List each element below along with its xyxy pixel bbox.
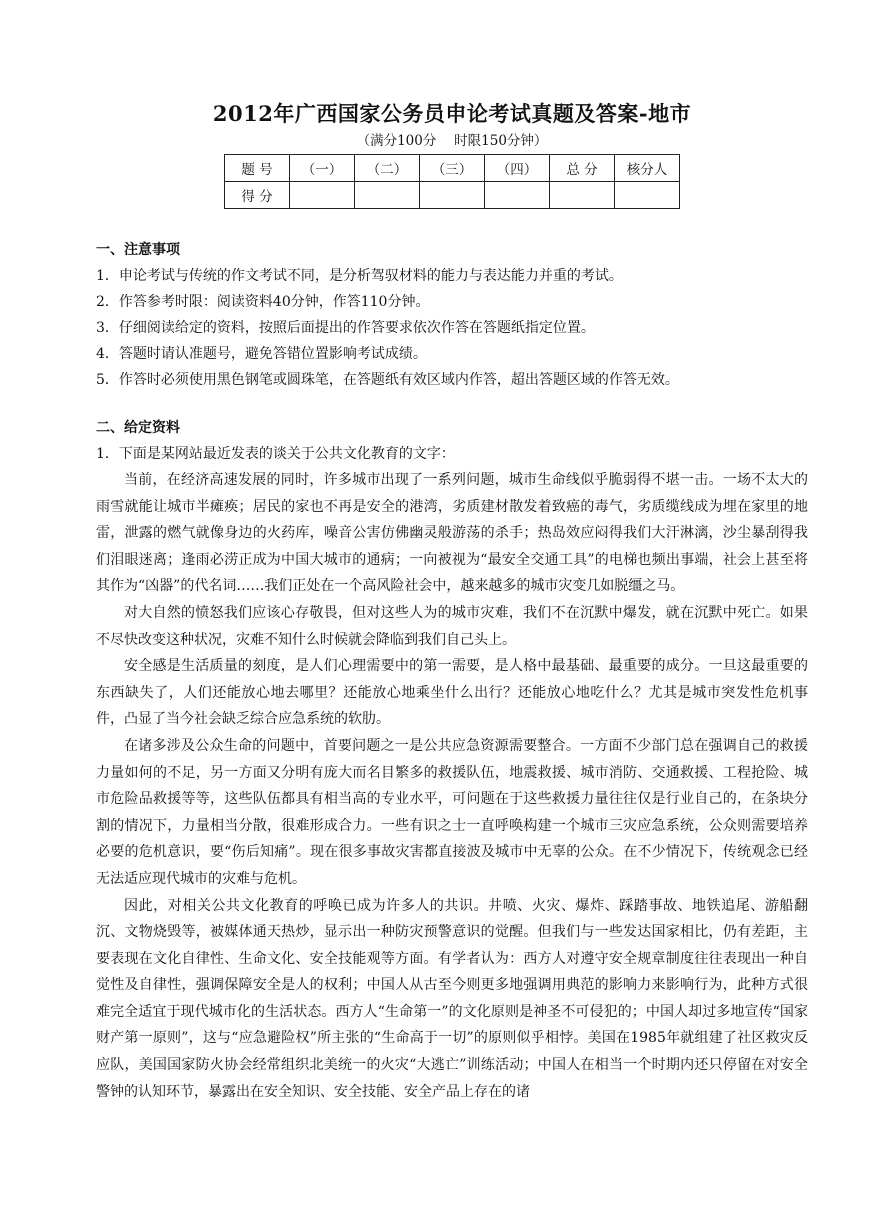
score-table-score-row <box>225 182 680 209</box>
material-paragraph: 因此，对相关公共文化教育的呼唤已成为许多人的共识。井喷、火灾、爆炸、踩踏事故、地铁追尾、游船翻沉、文物烧毁等，被媒体通天热炒，显示出一种防灾预警意识的觉醒。但我们与一些发达国家相比，仍有差距，主要表现在文化自律性、生命文化、安全技能观等方面。有学者认为：西方人对遵守安全规章制度往往表现出一种自觉性及自律性，强调保障安全是人的权利；中国人从古至今则更多地强调用典范的影响力来影响行为，此种方式很难完全适宜于现代城市化的生活状态。西方人“生命第一”的文化原则是神圣不可侵犯的；中国人却过多地宣传“国家财产第一原则”，这与“应急避险权”所主张的“生命高于一切”的原则似乎相悖。美国在1985年就组建了社区救灾反应队，美国国家防火协会经常组织北美统一的火灾“大逃亡”训练活动；中国人在相当一个时期内还只停留在对安全警钟的认知环节，暴露出在安全知识、安全技能、安全产品上存在的诸 <box>96 897 808 1100</box>
score-cell: （二） <box>355 155 420 182</box>
score-cell: （三） <box>420 155 485 182</box>
note-item: 1．申论考试与传统的作文考试不同，是分析驾驭材料的能力与表达能力并重的考试。 <box>96 268 623 284</box>
score-cell <box>550 182 615 209</box>
score-cell: 总 分 <box>550 155 615 182</box>
score-cell: （四） <box>485 155 550 182</box>
note-item: 3．仔细阅读给定的资料，按照后面提出的作答要求依次作答在答题纸指定位置。 <box>96 320 595 336</box>
exam-subtitle: （满分100分 时限150分钟） <box>356 133 548 149</box>
score-cell: 核分人 <box>615 155 680 182</box>
notes-heading: 一、注意事项 <box>96 242 180 258</box>
material-paragraph: 对大自然的愤怒我们应该心存敬畏，但对这些人为的城市灾难，我们不在沉默中爆发，就在沉默中死亡。如果不尽快改变这种状况，灾难不知什么时候就会降临到我们自己头上。 <box>96 604 808 648</box>
material-paragraph: 在诸多涉及公众生命的问题中，首要问题之一是公共应急资源需要整合。一方面不少部门总在强调自己的救援力量如何的不足，另一方面又分明有庞大而名目繁多的救援队伍，地震救援、城市消防、交通救援、工程抢险、城市危险品救援等等，这些队伍都具有相当高的专业水平，可问题在于这些救援力量往往仅是行业自己的，在条块分割的情况下，力量相当分散，很难形成合力。一些有识之士一直呼唤构建一个城市三灾应急系统，公众则需要培养必要的危机意识，要“伤后知痛”。现在很多事故灾害都直接波及城市中无辜的公众。在不少情况下，传统观念已经无法适应现代城市的灾难与危机。 <box>96 737 808 887</box>
score-cell <box>615 182 680 209</box>
materials-intro: 1．下面是某网站最近发表的谈关于公共文化教育的文字： <box>96 446 455 462</box>
notes-section <box>96 237 808 393</box>
score-cell <box>290 182 355 209</box>
material-paragraph: 当前，在经济高速发展的同时，许多城市出现了一系列问题，城市生命线似乎脆弱得不堪一击。一场不太大的雨雪就能让城市半瘫痪；居民的家也不再是安全的港湾，劣质建材散发着致癌的毒气，劣质缆线成为埋在家里的地雷，泄露的燃气就像身边的火药库，噪音公害仿佛幽灵般游荡的杀手；热岛效应闷得我们大汗淋漓，沙尘暴刮得我们泪眼迷离；逢雨必涝正成为中国大城市的通病；一向被视为“最安全交通工具”的电梯也频出事端，社会上甚至将其作为“凶器”的代名词……我们正处在一个高风险社会中，越来越多的城市灾变几如脱缰之马。 <box>96 472 808 595</box>
score-cell: （一） <box>290 155 355 182</box>
score-cell <box>355 182 420 209</box>
score-cell: 题 号 <box>225 155 290 182</box>
document-page <box>96 100 808 1105</box>
score-table <box>224 154 680 209</box>
note-item: 4．答题时请认准题号，避免答错位置影响考试成绩。 <box>96 346 427 362</box>
note-item: 5．作答时必须使用黑色钢笔或圆珠笔，在答题纸有效区域内作答，超出答题区域的作答无效。 <box>96 372 679 388</box>
material-paragraph: 安全感是生活质量的刻度，是人们心理需要中的第一需要，是人格中最基础、最重要的成分。一旦这最重要的东西缺失了，人们还能放心地去哪里？还能放心地乘坐什么出行？还能放心地吃什么？尤其是城市突发性危机事件，凸显了当今社会缺乏综合应急系统的软肋。 <box>96 658 808 728</box>
materials-heading: 二、给定资料 <box>96 420 180 436</box>
score-cell: 得 分 <box>225 182 290 209</box>
score-cell <box>420 182 485 209</box>
materials-section <box>96 415 808 1105</box>
note-item: 2．作答参考时限：阅读资料40分钟，作答110分钟。 <box>96 294 430 310</box>
score-cell <box>485 182 550 209</box>
score-table-header-row <box>225 155 680 182</box>
page-title: 2012年广西国家公务员申论考试真题及答案-地市 <box>212 101 692 126</box>
